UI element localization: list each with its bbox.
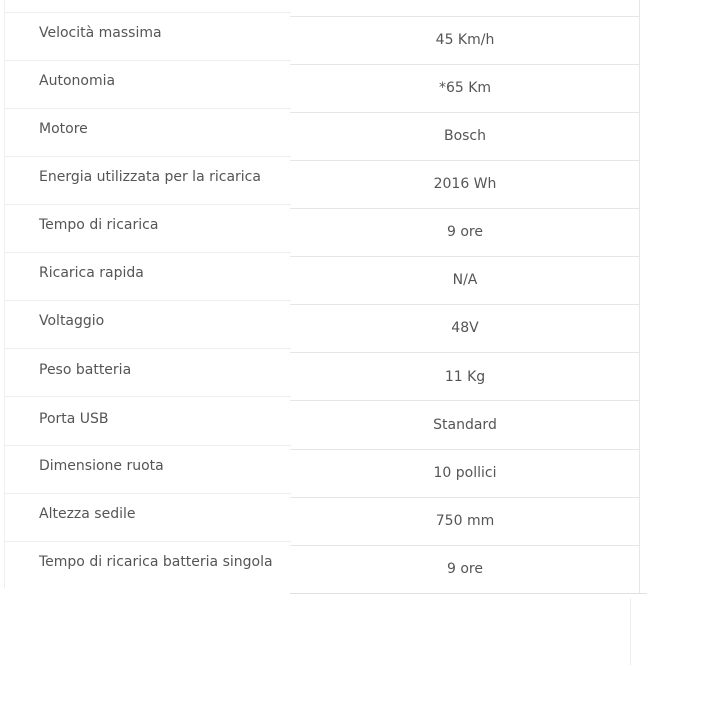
- spec-value: N/A: [452, 272, 478, 288]
- spec-label-row: [5, 252, 291, 300]
- spec-label: Dimensione ruota: [39, 458, 164, 474]
- spec-value-row: [290, 497, 640, 545]
- spec-value-row: [290, 545, 640, 593]
- spec-value-row: [290, 112, 640, 160]
- spec-label: Porta USB: [39, 411, 109, 427]
- spec-value-row: [290, 208, 640, 256]
- spec-label: Tempo di ricarica batteria singola: [39, 554, 273, 570]
- spec-label-row: [5, 156, 291, 204]
- spec-value: 48V: [451, 320, 479, 336]
- spec-value-row: [290, 400, 640, 448]
- spec-value: 10 pollici: [433, 465, 497, 481]
- spec-values-column: [290, 0, 640, 594]
- spec-value-row: [290, 304, 640, 352]
- spec-label: Peso batteria: [39, 362, 132, 378]
- spec-label: Ricarica rapida: [39, 265, 144, 281]
- spec-label-row: [5, 204, 291, 252]
- spec-label-row: [5, 108, 291, 156]
- spec-value-row: [290, 16, 640, 64]
- divider: [630, 598, 631, 665]
- spec-value: 45 Km/h: [435, 32, 495, 48]
- spec-value: 9 ore: [447, 224, 483, 240]
- table-bottom-border: [290, 593, 647, 594]
- spec-value: *65 Km: [438, 80, 492, 96]
- spec-value: Bosch: [443, 128, 487, 144]
- spec-value: Standard: [433, 417, 497, 433]
- spec-label-row: [5, 445, 291, 493]
- spec-label-row: [5, 12, 291, 60]
- spec-value: 2016 Wh: [433, 176, 497, 192]
- spec-labels-column: [4, 0, 291, 588]
- spec-label-row: [5, 396, 291, 444]
- spec-value: 11 Kg: [444, 369, 486, 385]
- spec-label: Motore: [39, 121, 88, 137]
- spec-label: Autonomia: [39, 73, 116, 89]
- spec-label-row: [5, 300, 291, 348]
- spec-label: Velocità massima: [39, 25, 162, 41]
- spec-value-row: [290, 352, 640, 400]
- spec-label-row: [5, 60, 291, 108]
- spec-label: Voltaggio: [39, 313, 105, 329]
- spec-value-row: [290, 256, 640, 304]
- spec-label: Energia utilizzata per la ricarica: [39, 169, 261, 185]
- spec-value: 9 ore: [447, 561, 483, 577]
- spec-label-row: [5, 348, 291, 396]
- spec-label-row: [5, 541, 291, 589]
- spec-label-row: [5, 493, 291, 541]
- spec-label: Altezza sedile: [39, 506, 136, 522]
- spec-value-row: [290, 64, 640, 112]
- spec-value: 750 mm: [435, 513, 495, 529]
- spec-value-row: [290, 449, 640, 497]
- spec-label: Tempo di ricarica: [39, 217, 159, 233]
- spec-value-row: [290, 160, 640, 208]
